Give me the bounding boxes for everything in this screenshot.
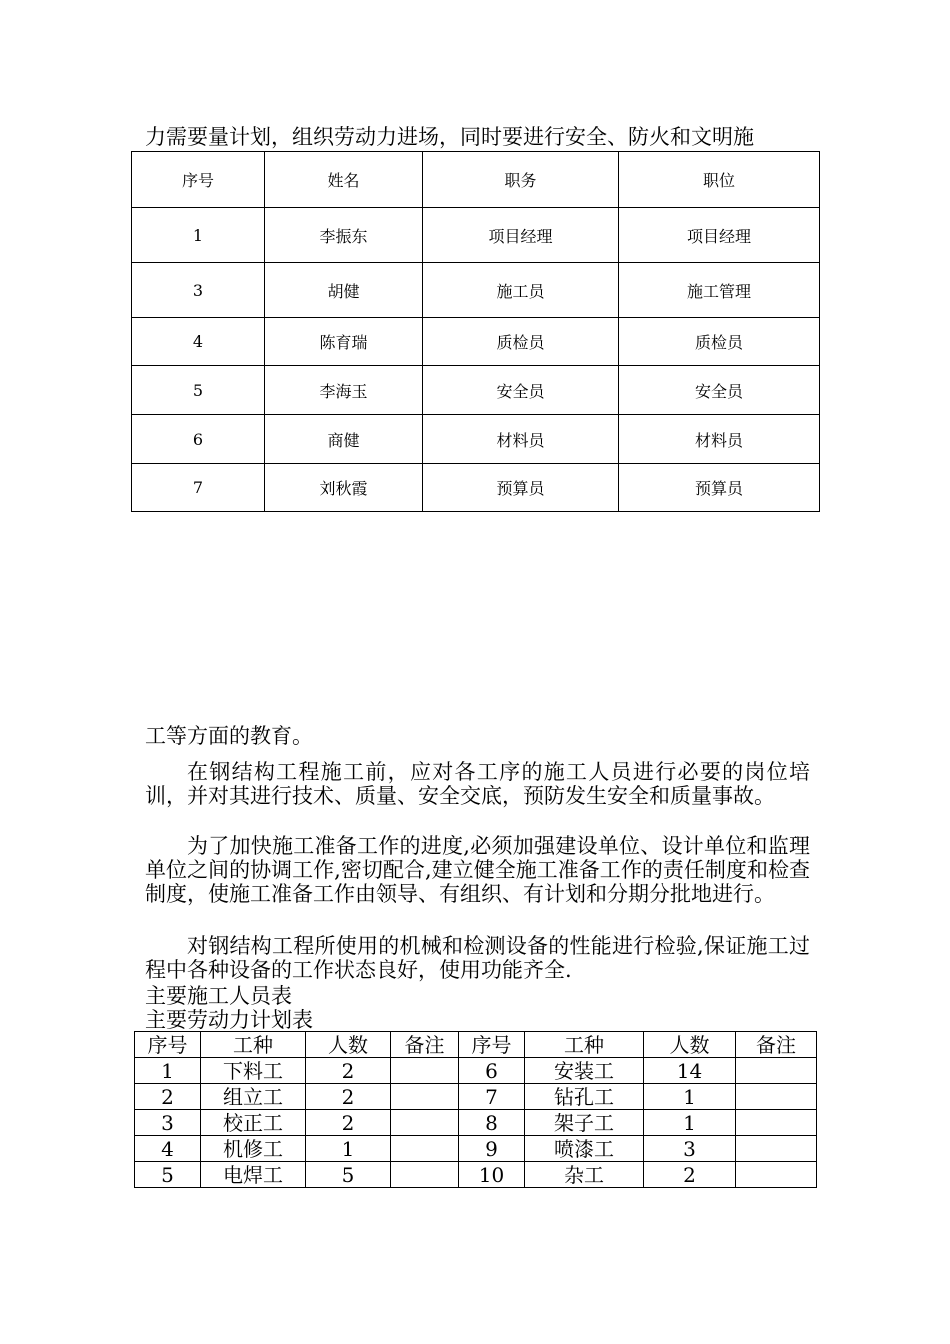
- cell-trade: 组立工: [201, 1084, 306, 1110]
- cell-index: 7: [132, 464, 265, 512]
- table-row: [132, 366, 820, 415]
- staff-table: [131, 151, 820, 512]
- cell-note: [391, 1110, 459, 1136]
- cell-trade: 下料工: [201, 1058, 306, 1084]
- header-cell: 职位: [619, 152, 820, 208]
- cell-index: 6: [132, 415, 265, 464]
- cell-index: 4: [132, 318, 265, 366]
- cell-trade: 电焊工: [201, 1162, 306, 1188]
- header-cell: 备注: [391, 1032, 459, 1058]
- cell-note: [391, 1084, 459, 1110]
- cell-note: [736, 1084, 817, 1110]
- header-cell: 序号: [132, 152, 265, 208]
- header-cell: 序号: [135, 1032, 201, 1058]
- cell-note: [391, 1136, 459, 1162]
- cell-index: 3: [135, 1110, 201, 1136]
- cell-name: 商健: [265, 415, 423, 464]
- table-row: [132, 318, 820, 366]
- cell-index: 5: [135, 1162, 201, 1188]
- cell-note: [736, 1058, 817, 1084]
- cell-position: 安全员: [619, 366, 820, 415]
- cell-position: 项目经理: [619, 208, 820, 263]
- cell-count: 2: [306, 1058, 391, 1084]
- paragraph-coordination: 为了加快施工准备工作的进度,必须加强建设单位、设计单位和监理单位之间的协调工作,密切配合,建立健全施工准备工作的责任制度和检查制度，使施工准备工作由领导、有组织、有计划和分期分批地进行。: [145, 834, 810, 906]
- cell-count: 3: [644, 1136, 736, 1162]
- table-row: [132, 464, 820, 512]
- cell-name: 李振东: [265, 208, 423, 263]
- cell-duty: 施工员: [423, 263, 619, 318]
- cell-note: [736, 1136, 817, 1162]
- cell-duty: 材料员: [423, 415, 619, 464]
- table-header-row: [132, 152, 820, 208]
- header-cell: 序号: [459, 1032, 525, 1058]
- header-cell: 工种: [201, 1032, 306, 1058]
- cell-count: 14: [644, 1058, 736, 1084]
- cell-name: 刘秋霞: [265, 464, 423, 512]
- continuation-line: 工等方面的教育。: [145, 724, 313, 748]
- cell-index: 4: [135, 1136, 201, 1162]
- caption-labor-table: 主要劳动力计划表: [145, 1008, 313, 1032]
- paragraph-training: 在钢结构工程施工前，应对各工序的施工人员进行必要的岗位培训，并对其进行技术、质量、安全交底，预防发生安全和质量事故。: [145, 760, 810, 808]
- table-row: [135, 1136, 817, 1162]
- cell-note: [391, 1162, 459, 1188]
- labor-table: [134, 1031, 817, 1188]
- cell-index: 6: [459, 1058, 525, 1084]
- cell-duty: 预算员: [423, 464, 619, 512]
- cell-position: 施工管理: [619, 263, 820, 318]
- cell-trade: 机修工: [201, 1136, 306, 1162]
- header-cell: 人数: [644, 1032, 736, 1058]
- cell-index: 5: [132, 366, 265, 415]
- table-row: [132, 263, 820, 318]
- cell-count: 1: [306, 1136, 391, 1162]
- cell-trade: 安装工: [525, 1058, 644, 1084]
- cell-index: 1: [135, 1058, 201, 1084]
- cell-index: 9: [459, 1136, 525, 1162]
- cell-trade: 杂工: [525, 1162, 644, 1188]
- cell-index: 3: [132, 263, 265, 318]
- header-cell: 职务: [423, 152, 619, 208]
- cell-duty: 质检员: [423, 318, 619, 366]
- cell-name: 李海玉: [265, 366, 423, 415]
- cell-count: 5: [306, 1162, 391, 1188]
- table-header-row: [135, 1032, 817, 1058]
- cell-note: [736, 1162, 817, 1188]
- cell-trade: 架子工: [525, 1110, 644, 1136]
- cell-trade: 校正工: [201, 1110, 306, 1136]
- caption-staff-table: 主要施工人员表: [145, 984, 292, 1008]
- header-cell: 人数: [306, 1032, 391, 1058]
- cell-name: 陈育瑞: [265, 318, 423, 366]
- cell-index: 8: [459, 1110, 525, 1136]
- cell-count: 2: [306, 1084, 391, 1110]
- cell-position: 材料员: [619, 415, 820, 464]
- cell-note: [391, 1058, 459, 1084]
- cell-trade: 钻孔工: [525, 1084, 644, 1110]
- table-row: [135, 1084, 817, 1110]
- cell-trade: 喷漆工: [525, 1136, 644, 1162]
- table-row: [132, 415, 820, 464]
- cell-duty: 项目经理: [423, 208, 619, 263]
- cell-position: 质检员: [619, 318, 820, 366]
- header-cell: 工种: [525, 1032, 644, 1058]
- cell-name: 胡健: [265, 263, 423, 318]
- cell-count: 2: [306, 1110, 391, 1136]
- cell-position: 预算员: [619, 464, 820, 512]
- cell-index: 7: [459, 1084, 525, 1110]
- table-row: [135, 1110, 817, 1136]
- cell-index: 10: [459, 1162, 525, 1188]
- cell-index: 2: [135, 1084, 201, 1110]
- header-cell: 备注: [736, 1032, 817, 1058]
- intro-line: 力需要量计划，组织劳动力进场，同时要进行安全、防火和文明施: [145, 125, 754, 149]
- cell-count: 1: [644, 1110, 736, 1136]
- table-row: [135, 1162, 817, 1188]
- cell-count: 2: [644, 1162, 736, 1188]
- cell-index: 1: [132, 208, 265, 263]
- table-row: [135, 1058, 817, 1084]
- cell-count: 1: [644, 1084, 736, 1110]
- paragraph-equipment: 对钢结构工程所使用的机械和检测设备的性能进行检验,保证施工过程中各种设备的工作状态良好，使用功能齐全.: [145, 934, 810, 982]
- cell-duty: 安全员: [423, 366, 619, 415]
- cell-note: [736, 1110, 817, 1136]
- table-row: [132, 208, 820, 263]
- header-cell: 姓名: [265, 152, 423, 208]
